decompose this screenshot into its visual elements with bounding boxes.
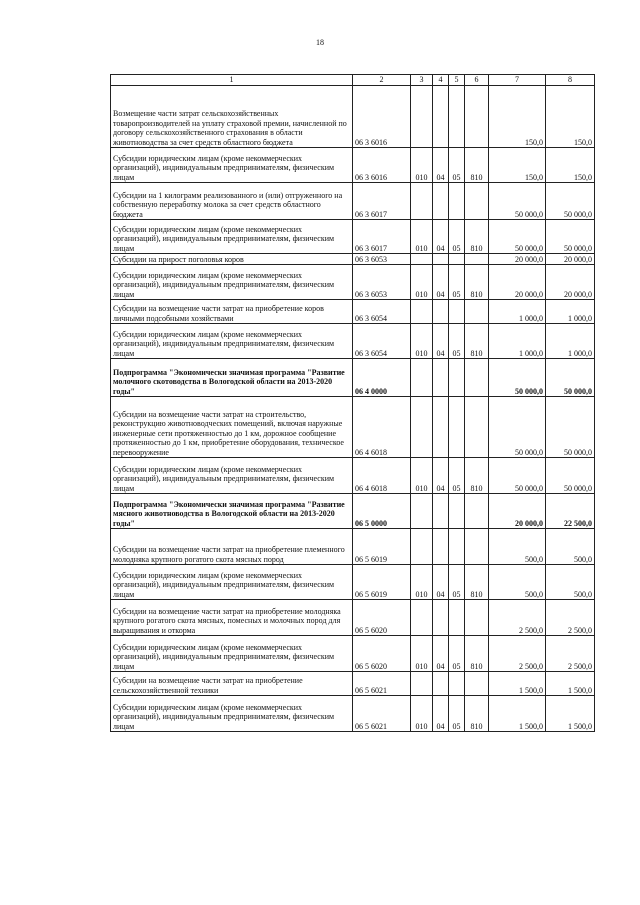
row-col5: 05 — [449, 148, 465, 183]
row-col4 — [433, 600, 449, 636]
row-value-col8: 2 500,0 — [546, 600, 595, 636]
row-col4 — [433, 183, 449, 220]
row-value-col7: 20 000,0 — [489, 265, 546, 300]
row-col4: 04 — [433, 565, 449, 600]
row-col6 — [465, 397, 489, 458]
row-code: 06 5 0000 — [353, 494, 411, 529]
row-value-col7: 500,0 — [489, 565, 546, 600]
row-col5 — [449, 494, 465, 529]
table-row — [111, 696, 595, 732]
row-description: Субсидии юридическим лицам (кроме некоммерческих организаций), индивидуальным предпринимателям, физическим лицам — [111, 220, 353, 254]
row-col3 — [411, 183, 433, 220]
table-row — [111, 254, 595, 265]
table-row — [111, 636, 595, 672]
row-value-col8: 22 500,0 — [546, 494, 595, 529]
row-col3 — [411, 359, 433, 397]
row-col5: 05 — [449, 265, 465, 300]
row-description: Субсидии юридическим лицам (кроме некоммерческих организаций), индивидуальным предпринимателям, физическим лицам — [111, 148, 353, 183]
table-row — [111, 148, 595, 183]
row-col3: 010 — [411, 696, 433, 732]
column-header: 2 — [353, 75, 411, 86]
row-col4 — [433, 359, 449, 397]
row-code: 06 3 6016 — [353, 148, 411, 183]
column-header: 3 — [411, 75, 433, 86]
row-code: 06 5 6019 — [353, 529, 411, 565]
row-description: Подпрограмма "Экономически значимая программа "Развитие мясного животноводства в Вологодской области на 2013-2020 годы" — [111, 494, 353, 529]
row-code: 06 3 6054 — [353, 324, 411, 359]
row-code: 06 3 6017 — [353, 220, 411, 254]
row-col4: 04 — [433, 696, 449, 732]
row-value-col8: 500,0 — [546, 529, 595, 565]
row-description: Подпрограмма "Экономически значимая программа "Развитие молочного скотоводства в Вологодской области на 2013-2020 годы" — [111, 359, 353, 397]
row-col5: 05 — [449, 636, 465, 672]
table-row — [111, 565, 595, 600]
table-row — [111, 220, 595, 254]
column-header: 1 — [111, 75, 353, 86]
row-col4 — [433, 254, 449, 265]
row-col6: 810 — [465, 696, 489, 732]
table-row — [111, 265, 595, 300]
row-col3 — [411, 529, 433, 565]
table-row — [111, 183, 595, 220]
row-col3 — [411, 86, 433, 148]
row-col4: 04 — [433, 220, 449, 254]
row-code: 06 3 6053 — [353, 265, 411, 300]
column-header: 4 — [433, 75, 449, 86]
row-col3: 010 — [411, 458, 433, 494]
row-value-col7: 50 000,0 — [489, 220, 546, 254]
column-header: 6 — [465, 75, 489, 86]
row-col5: 05 — [449, 324, 465, 359]
table-row — [111, 529, 595, 565]
table-header-row — [111, 75, 595, 86]
row-value-col8: 20 000,0 — [546, 265, 595, 300]
row-col6: 810 — [465, 324, 489, 359]
row-value-col8: 1 000,0 — [546, 300, 595, 324]
row-value-col7: 1 500,0 — [489, 672, 546, 696]
row-description: Субсидии юридическим лицам (кроме некоммерческих организаций), индивидуальным предпринимателям, физическим лицам — [111, 458, 353, 494]
row-description: Возмещение части затрат сельскохозяйственных товаропроизводителей на уплату страховой премии, начисленной по договору сельскохозяйственного страхования в области животноводства за счет средств областного бюджета — [111, 86, 353, 148]
row-col6: 810 — [465, 265, 489, 300]
table-row — [111, 86, 595, 148]
row-col3: 010 — [411, 324, 433, 359]
row-col4: 04 — [433, 458, 449, 494]
table-row — [111, 458, 595, 494]
row-col6 — [465, 672, 489, 696]
row-value-col7: 1 000,0 — [489, 300, 546, 324]
row-col5: 05 — [449, 565, 465, 600]
row-col6: 810 — [465, 220, 489, 254]
row-col4 — [433, 672, 449, 696]
row-description: Субсидии юридическим лицам (кроме некоммерческих организаций), индивидуальным предпринимателям, физическим лицам — [111, 324, 353, 359]
row-col4 — [433, 86, 449, 148]
row-description: Субсидии на прирост поголовья коров — [111, 254, 353, 265]
row-code: 06 5 6021 — [353, 672, 411, 696]
row-col3 — [411, 300, 433, 324]
column-header: 8 — [546, 75, 595, 86]
row-col6: 810 — [465, 458, 489, 494]
row-col5 — [449, 300, 465, 324]
row-value-col7: 50 000,0 — [489, 183, 546, 220]
table-row — [111, 397, 595, 458]
row-value-col7: 2 500,0 — [489, 636, 546, 672]
row-value-col7: 1 500,0 — [489, 696, 546, 732]
row-code: 06 5 6020 — [353, 636, 411, 672]
row-col5 — [449, 254, 465, 265]
row-description: Субсидии на возмещение части затрат на приобретение коров личными подсобными хозяйствами — [111, 300, 353, 324]
row-col5 — [449, 86, 465, 148]
row-col6 — [465, 254, 489, 265]
row-col3 — [411, 600, 433, 636]
row-col6 — [465, 86, 489, 148]
page-number: 18 — [316, 38, 324, 47]
row-code: 06 4 6018 — [353, 458, 411, 494]
row-col4 — [433, 397, 449, 458]
row-col5: 05 — [449, 220, 465, 254]
row-col5: 05 — [449, 458, 465, 494]
row-col4 — [433, 494, 449, 529]
row-value-col8: 500,0 — [546, 565, 595, 600]
row-col6 — [465, 529, 489, 565]
row-value-col7: 150,0 — [489, 86, 546, 148]
row-description: Субсидии юридическим лицам (кроме некоммерческих организаций), индивидуальным предпринимателям, физическим лицам — [111, 696, 353, 732]
row-description: Субсидии юридическим лицам (кроме некоммерческих организаций), индивидуальным предпринимателям, физическим лицам — [111, 565, 353, 600]
row-col5 — [449, 183, 465, 220]
row-description: Субсидии юридическим лицам (кроме некоммерческих организаций), индивидуальным предпринимателям, физическим лицам — [111, 265, 353, 300]
budget-table — [110, 74, 595, 732]
row-col3: 010 — [411, 148, 433, 183]
table-row — [111, 324, 595, 359]
row-code: 06 3 6053 — [353, 254, 411, 265]
row-col5: 05 — [449, 696, 465, 732]
row-value-col7: 150,0 — [489, 148, 546, 183]
row-value-col8: 1 000,0 — [546, 324, 595, 359]
row-col3 — [411, 494, 433, 529]
row-col5 — [449, 672, 465, 696]
row-col6: 810 — [465, 148, 489, 183]
row-value-col8: 50 000,0 — [546, 183, 595, 220]
row-value-col8: 2 500,0 — [546, 636, 595, 672]
table-row — [111, 672, 595, 696]
row-code: 06 3 6054 — [353, 300, 411, 324]
row-col3 — [411, 254, 433, 265]
row-col6 — [465, 494, 489, 529]
column-header: 7 — [489, 75, 546, 86]
row-col3 — [411, 672, 433, 696]
row-code: 06 3 6017 — [353, 183, 411, 220]
row-code: 06 4 6018 — [353, 397, 411, 458]
row-code: 06 3 6016 — [353, 86, 411, 148]
column-header: 5 — [449, 75, 465, 86]
row-value-col8: 50 000,0 — [546, 397, 595, 458]
row-col4: 04 — [433, 324, 449, 359]
row-value-col8: 150,0 — [546, 148, 595, 183]
row-value-col7: 50 000,0 — [489, 458, 546, 494]
row-code: 06 5 6021 — [353, 696, 411, 732]
row-col4 — [433, 300, 449, 324]
table-row — [111, 494, 595, 529]
row-col6: 810 — [465, 565, 489, 600]
row-value-col8: 20 000,0 — [546, 254, 595, 265]
row-description: Субсидии на возмещение части затрат на строительство, реконструкцию животноводческих помещений, включая наружные инженерные сети протяженностью до 1 км, дорожное сообщение протяженностью до 1 км, приобретение оборудования, техническое перевооружение — [111, 397, 353, 458]
row-code: 06 5 6020 — [353, 600, 411, 636]
row-col3: 010 — [411, 636, 433, 672]
row-value-col7: 20 000,0 — [489, 494, 546, 529]
row-value-col8: 50 000,0 — [546, 359, 595, 397]
row-col4 — [433, 529, 449, 565]
row-col3: 010 — [411, 265, 433, 300]
row-col6 — [465, 600, 489, 636]
row-col6 — [465, 183, 489, 220]
row-col6 — [465, 359, 489, 397]
row-col4: 04 — [433, 636, 449, 672]
row-description: Субсидии юридическим лицам (кроме некоммерческих организаций), индивидуальным предпринимателям, физическим лицам — [111, 636, 353, 672]
row-value-col8: 50 000,0 — [546, 458, 595, 494]
row-col6: 810 — [465, 636, 489, 672]
row-value-col8: 150,0 — [546, 86, 595, 148]
row-description: Субсидии на возмещение части затрат на приобретение молодняка крупного рогатого скота мясных, помесных и молочных пород для выращивания и откорма — [111, 600, 353, 636]
row-col3: 010 — [411, 220, 433, 254]
row-col5 — [449, 397, 465, 458]
row-value-col7: 2 500,0 — [489, 600, 546, 636]
row-value-col7: 1 000,0 — [489, 324, 546, 359]
row-col5 — [449, 359, 465, 397]
row-description: Субсидии на возмещение части затрат на приобретение племенного молодняка крупного рогатого скота мясных пород — [111, 529, 353, 565]
row-value-col7: 50 000,0 — [489, 359, 546, 397]
row-value-col7: 20 000,0 — [489, 254, 546, 265]
row-value-col8: 1 500,0 — [546, 672, 595, 696]
row-col5 — [449, 529, 465, 565]
row-code: 06 5 6019 — [353, 565, 411, 600]
row-col4: 04 — [433, 148, 449, 183]
row-value-col7: 50 000,0 — [489, 397, 546, 458]
row-description: Субсидии на 1 килограмм реализованного и (или) отгруженного на собственную переработку молока за счет средств областного бюджета — [111, 183, 353, 220]
row-description: Субсидии на возмещение части затрат на приобретение сельскохозяйственной техники — [111, 672, 353, 696]
table-row — [111, 600, 595, 636]
row-col3 — [411, 397, 433, 458]
table-row — [111, 359, 595, 397]
table-row — [111, 300, 595, 324]
row-col4: 04 — [433, 265, 449, 300]
row-value-col7: 500,0 — [489, 529, 546, 565]
row-col3: 010 — [411, 565, 433, 600]
row-col6 — [465, 300, 489, 324]
row-code: 06 4 0000 — [353, 359, 411, 397]
row-value-col8: 50 000,0 — [546, 220, 595, 254]
row-value-col8: 1 500,0 — [546, 696, 595, 732]
row-col5 — [449, 600, 465, 636]
